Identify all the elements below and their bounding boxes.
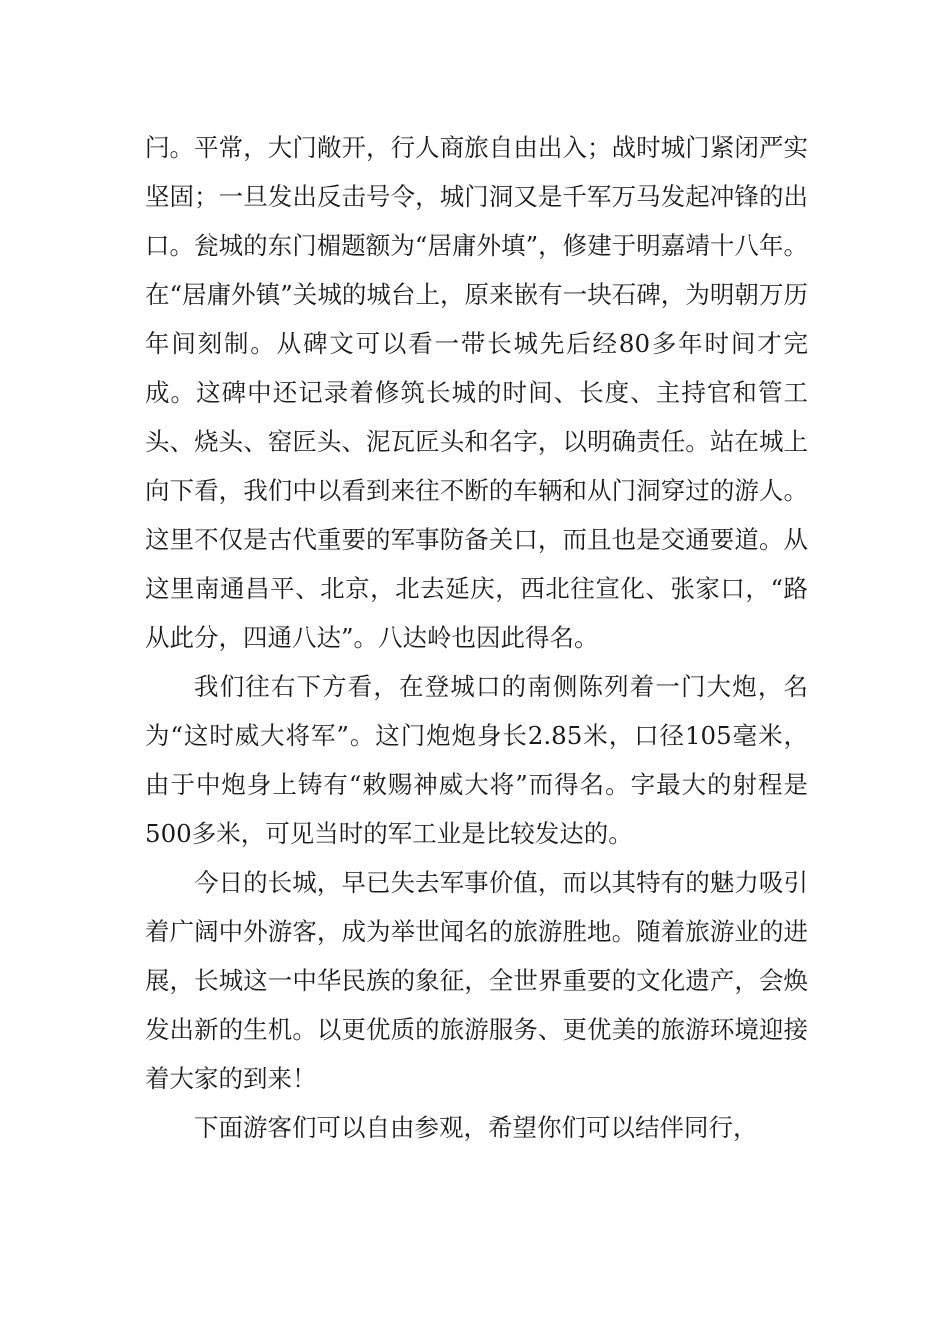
document-body xyxy=(145,123,808,1152)
paragraph-cannon: 我们往右下方看，在登城口的南侧陈列着一门大炮，名为“这时威大将军”。这门炮炮身长2.85米，口径105毫米，由于中炮身上铸有“敕赐神威大将”而得名。字最大的射程是500多米，可见当时的军工业是比较发达的。 xyxy=(145,672,808,848)
paragraph-continuation: 闩。平常，大门敞开，行人商旅自由出入；战时城门紧闭严实坚固；一旦发出反击号令，城门洞又是千军万马发起冲锋的出口。瓮城的东门楣题额为“居庸外填”，修建于明嘉靖十八年。在“居庸外镇”关城的城台上，原来嵌有一块石碑，为明朝万历年间刻制。从碑文可以看一带长城先后经80多年时间才完成。这碑中还记录着修筑长城的时间、长度、主持官和管工头、烧头、窑匠头、泥瓦匠头和名字，以明确责任。站在城上向下看，我们中以看到来往不断的车辆和从门洞穿过的游人。这里不仅是古代重要的军事防备关口，而且也是交通要道。从这里南通昌平、北京，北去延庆，西北往宣化、张家口，“路从此分，四通八达”。八达岭也因此得名。 xyxy=(145,133,808,652)
paragraph-today: 今日的长城，早已失去军事价值，而以其特有的魅力吸引着广阔中外游客，成为举世闻名的旅游胜地。随着旅游业的进展，长城这一中华民族的象征，全世界重要的文化遗产，会焕发出新的生机。以更优质的旅游服务、更优美的旅游环境迎接着大家的到来！ xyxy=(145,868,808,1093)
paragraph-free-visit: 下面游客们可以自由参观，希望你们可以结伴同行， xyxy=(194,1113,758,1142)
